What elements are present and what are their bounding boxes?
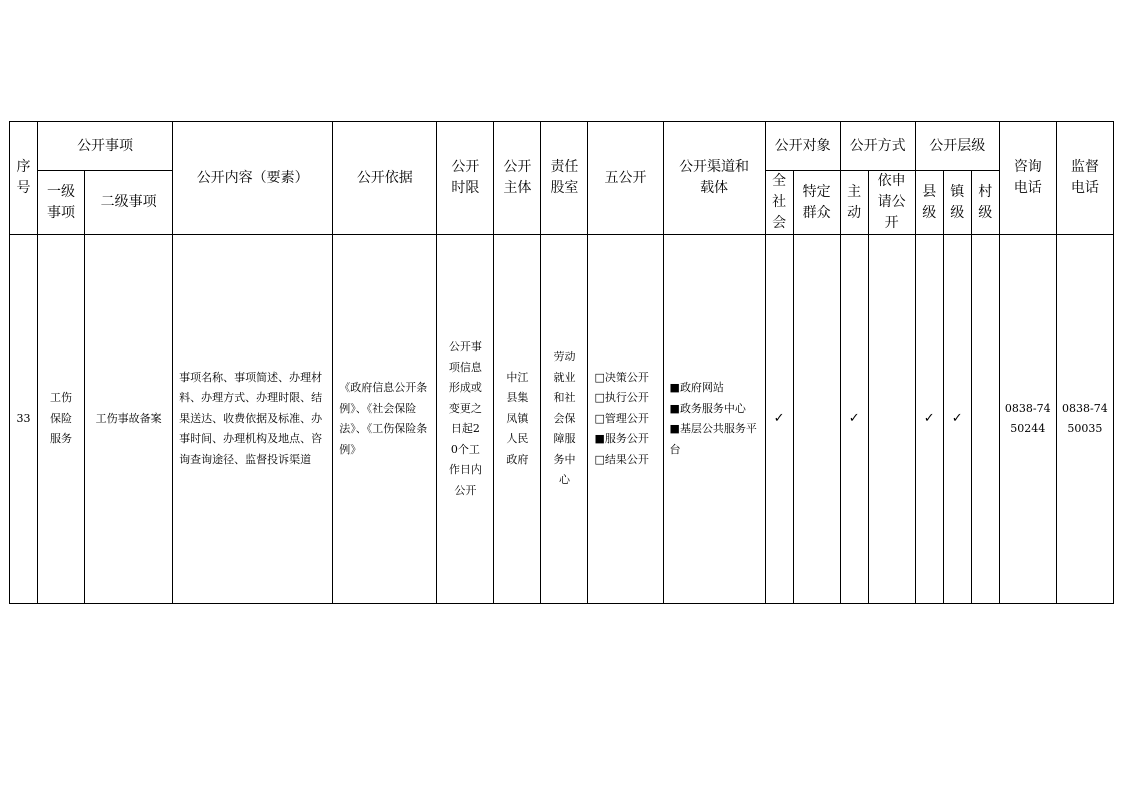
header-seq: 序号 <box>10 122 38 235</box>
header-method-group: 公开方式 <box>840 122 915 171</box>
cell-tier-county: ✓ <box>915 235 943 604</box>
cell-seq: 33 <box>10 235 38 604</box>
table-row <box>10 235 1114 604</box>
header-audience-specific: 特定群众 <box>793 171 840 235</box>
disclosure-table <box>9 121 1114 604</box>
header-subject: 公开主体 <box>494 122 541 235</box>
header-tier-group: 公开层级 <box>915 122 999 171</box>
cell-content: 事项名称、事项简述、办理材料、办理方式、办理时限、结果送达、收费依据及标准、办事时间、办理机构及地点、咨询查询途径、监督投诉渠道 <box>173 235 333 604</box>
five-public-item: □管理公开 <box>594 411 649 425</box>
checkbox-icon: □ <box>594 411 605 425</box>
header-level2: 二级事项 <box>85 171 173 235</box>
header-dept: 责任股室 <box>541 122 588 235</box>
checkbox-icon: □ <box>594 370 605 384</box>
five-public-item: ■服务公开 <box>594 432 649 446</box>
cell-method-request <box>868 235 915 604</box>
header-content: 公开内容（要素） <box>173 122 333 235</box>
header-tier-village: 村级 <box>971 171 999 235</box>
cell-consult-phone: 0838-7450244 <box>999 235 1056 604</box>
five-public-item: □执行公开 <box>594 391 649 405</box>
cell-dept: 劳动就业和社会保障服务中心 <box>541 235 588 604</box>
checkbox-icon: ■ <box>594 432 605 446</box>
cell-tier-town: ✓ <box>943 235 971 604</box>
cell-level2: 工伤事故备案 <box>85 235 173 604</box>
header-audience-group: 公开对象 <box>765 122 840 171</box>
checkbox-icon: ■ <box>669 401 680 415</box>
header-time-limit: 公开时限 <box>437 122 494 235</box>
cell-level1: 工伤保险服务 <box>38 235 85 604</box>
five-public-item: □结果公开 <box>594 452 649 466</box>
cell-subject: 中江县集凤镇人民政府 <box>494 235 541 604</box>
header-method-request: 依申请公开 <box>868 171 915 235</box>
cell-audience-specific <box>793 235 840 604</box>
cell-audience-all: ✓ <box>765 235 793 604</box>
header-consult-phone: 咨询电话 <box>999 122 1056 235</box>
checkbox-icon: ■ <box>669 381 680 394</box>
cell-tier-village <box>971 235 999 604</box>
channel-item: ■政府网站 <box>669 381 724 394</box>
checkbox-icon: □ <box>594 452 605 466</box>
header-five-public: 五公开 <box>588 122 663 235</box>
header-level1: 一级事项 <box>38 171 85 235</box>
channel-item: ■政务服务中心 <box>669 401 746 415</box>
header-method-active: 主动 <box>840 171 868 235</box>
header-basis: 公开依据 <box>333 122 437 235</box>
cell-five-public <box>588 235 663 604</box>
channel-item: ■基层公共服务平台 <box>669 422 757 456</box>
header-tier-town: 镇级 <box>943 171 971 235</box>
five-public-item: □决策公开 <box>594 370 649 384</box>
cell-channel <box>663 235 765 604</box>
header-audience-all: 全社会 <box>765 171 793 235</box>
header-channel: 公开渠道和载体 <box>663 122 765 235</box>
header-supervise-phone: 监督电话 <box>1056 122 1113 235</box>
cell-method-active: ✓ <box>840 235 868 604</box>
cell-basis: 《政府信息公开条例》、《社会保险法》、《工伤保险条例》 <box>333 235 437 604</box>
checkbox-icon: ■ <box>669 422 680 435</box>
header-matter-group: 公开事项 <box>38 122 173 171</box>
header-row-1 <box>10 122 1114 171</box>
checkbox-icon: □ <box>594 391 605 405</box>
cell-supervise-phone: 0838-7450035 <box>1056 235 1113 604</box>
cell-time-limit: 公开事项信息形成或变更之日起20个工作日内公开 <box>437 235 494 604</box>
header-tier-county: 县级 <box>915 171 943 235</box>
